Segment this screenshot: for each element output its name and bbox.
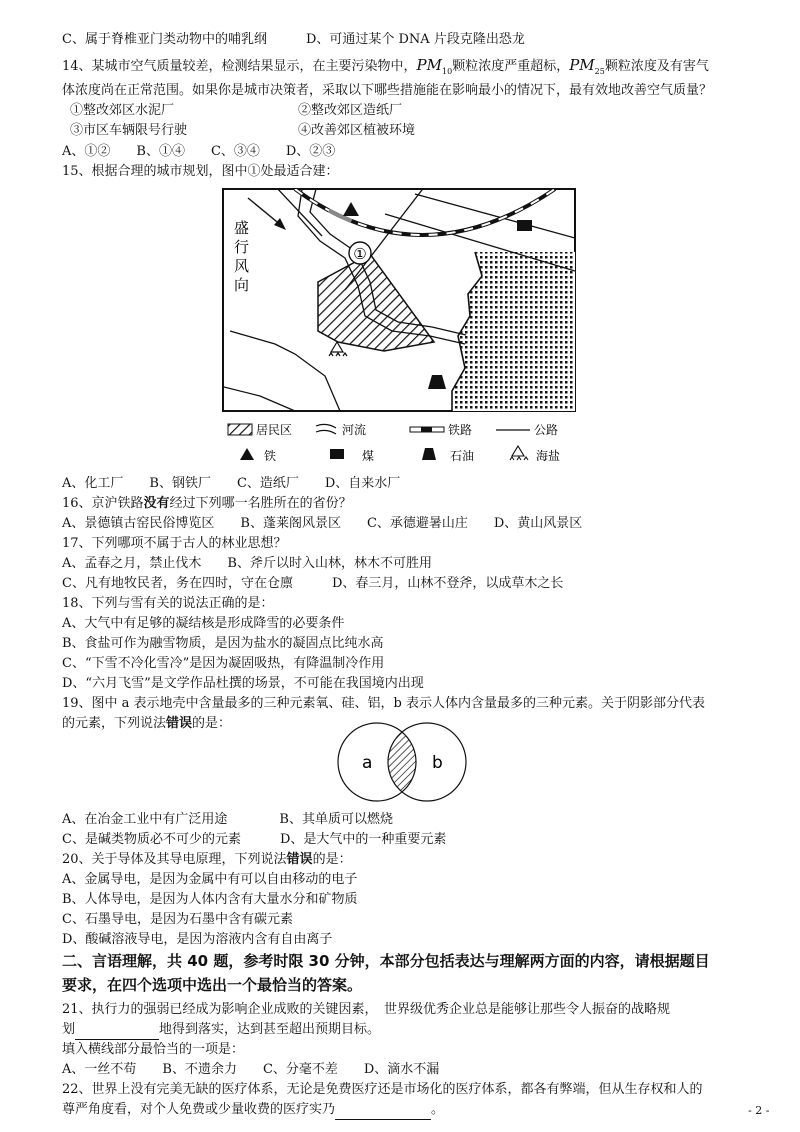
q14-text-b: 颗粒浓度严重超标， xyxy=(452,59,570,74)
svg-text:河流: 河流 xyxy=(342,423,367,437)
q19-option-cd: C、是碱类物质必不可少的元素 D、是大气中的一种重要元素 xyxy=(62,832,447,847)
q14-measure-1: ①整改郊区水泥厂 xyxy=(70,103,175,118)
q21-stem-line2: 划 地得到落实，达到甚至超出预期目标。 xyxy=(62,1020,380,1040)
q20-option-a: A、金属导电，是因为金属中有可以自由移动的电子 xyxy=(62,872,358,887)
svg-text:公路: 公路 xyxy=(534,423,559,437)
city-planning-map xyxy=(220,186,590,468)
svg-text:向: 向 xyxy=(234,276,250,294)
q19-option-ab: A、在冶金工业中有广泛用途 B、其单质可以燃烧 xyxy=(62,812,393,827)
q14-stem-line2: 体浓度尚在正常范围。如果你是城市决策者，采取以下哪些措施能在影响最小的情况下，最有效地改善空气质量？ xyxy=(62,83,713,98)
q18-option-d: D、“六月飞雪”是文学作品杜撰的场景，不可能在我国境内出现 xyxy=(62,676,424,691)
q14-measure-3: ③市区车辆限号行驶 xyxy=(70,123,188,138)
coal-symbol xyxy=(517,220,532,231)
q20-stem: 20、关于导体及其导电原理，下列说法错误的是： xyxy=(62,852,352,867)
svg-text:煤: 煤 xyxy=(362,449,375,463)
q20-option-c: C、石墨导电，是因为石墨中含有碳元素 xyxy=(62,912,293,927)
pm25-label: $PM_{25}$ xyxy=(569,56,605,76)
venn-label-b: b xyxy=(432,753,443,773)
svg-text:行: 行 xyxy=(234,238,250,256)
q14-text-a: 14、某城市空气质量较差，检测结果显示，在主要污染物中， xyxy=(62,59,417,74)
q20-option-d: D、酸碱溶液导电，是因为溶液内含有自由离子 xyxy=(62,932,333,947)
q17-option-cd: C、凡有地牧民者，务在四时，守在仓廪 D、春三月，山林不登斧，以成草木之长 xyxy=(62,576,564,591)
q14-text-c: 颗粒浓度及有害气 xyxy=(604,59,709,74)
svg-text:风: 风 xyxy=(234,257,250,275)
wind-label: 盛 xyxy=(234,219,250,237)
q22-stem-line1: 22、世界上没有完美无缺的医疗体系，无论是免费医疗还是市场化的医疗体系，都各有弊端，但从生存权和人的 xyxy=(62,1082,703,1097)
svg-text:①: ① xyxy=(353,245,367,263)
q21-options: A、一丝不苟 B、不遗余力 C、分毫不差 D、滴水不漏 xyxy=(62,1062,440,1077)
q20-option-b: B、人体导电，是因为人体内含有大量水分和矿物质 xyxy=(62,892,358,907)
svg-text:居民区: 居民区 xyxy=(256,423,293,437)
q14-stem-line1 xyxy=(62,55,709,82)
pm10-label: $PM_{10}$ xyxy=(416,56,453,76)
q16-stem: 16、京沪铁路没有经过下列哪一名胜所在的省份？ xyxy=(62,496,352,511)
q14-measure-2: ②整改郊区造纸厂 xyxy=(298,103,403,118)
svg-text:铁路: 铁路 xyxy=(448,423,473,437)
q18-option-a: A、大气中有足够的凝结核是形成降雪的必要条件 xyxy=(62,616,345,631)
q19-stem-line2: 的元素，下列说法错误的是： xyxy=(62,716,232,731)
svg-text:石油: 石油 xyxy=(450,449,475,463)
q15-stem: 15、根据合理的城市规划，图中①处最适合建： xyxy=(62,164,339,179)
q21-blank[interactable] xyxy=(75,1025,159,1040)
section-2-heading-line2: 要求，在四个选项中选出一个最恰当的答案。 xyxy=(62,976,363,994)
q17-stem: 17、下列哪项不属于古人的林业思想？ xyxy=(62,536,287,551)
q14-options: A、①② B、①④ C、③④ D、②③ xyxy=(62,144,336,159)
q14-measure-4: ④改善郊区植被环境 xyxy=(298,123,416,138)
q18-option-c: C、“下雪不冷化雪冷”是因为凝固吸热，有降温制冷作用 xyxy=(62,656,385,671)
q22-blank[interactable] xyxy=(335,1105,431,1120)
svg-text:铁: 铁 xyxy=(264,449,277,463)
q17-option-ab: A、孟春之月，禁止伐木 B、斧斤以时入山林，林木不可胜用 xyxy=(62,556,432,571)
venn-label-a: a xyxy=(362,753,373,773)
q21-instruction: 填入横线部分最恰当的一项是： xyxy=(62,1042,245,1057)
q16-options: A、景德镇古窑民俗博览区 B、蓬莱阁风景区 C、承德避暑山庄 D、黄山风景区 xyxy=(62,516,583,531)
page-number: - 2 - xyxy=(748,1104,770,1117)
q18-stem: 18、下列与雪有关的说法正确的是： xyxy=(62,596,274,611)
section-2-heading-line1: 二、言语理解，共 40 题，参考时限 30 分钟，本部分包括表达与理解两方面的内容，请根据题目 xyxy=(62,952,710,970)
venn-diagram xyxy=(320,722,484,806)
q13-option-cd: C、属于脊椎亚门类动物中的哺乳纲 D、可通过某个 DNA 片段克隆出恐龙 xyxy=(62,32,525,47)
q21-stem-line1: 21、执行力的强弱已经成为影响企业成败的关键因素， 世界级优秀企业总是能够让那些令人振奋的战略规 xyxy=(62,1002,671,1017)
q22-stem-line2: 尊严角度看，对个人免费或少量收费的医疗实乃 。 xyxy=(62,1100,444,1120)
map-legend xyxy=(228,422,560,463)
q18-option-b: B、食盐可作为融雪物质，是因为盐水的凝固点比纯水高 xyxy=(62,636,384,651)
q19-stem-line1: 19、图中 a 表示地壳中含量最多的三种元素氧、硅、铝，b 表示人体内含量最多的三种元素。关于阴影部分代表 xyxy=(62,696,706,711)
svg-text:海盐: 海盐 xyxy=(536,449,561,463)
q15-options: A、化工厂 B、钢铁厂 C、造纸厂 D、自来水厂 xyxy=(62,476,401,491)
